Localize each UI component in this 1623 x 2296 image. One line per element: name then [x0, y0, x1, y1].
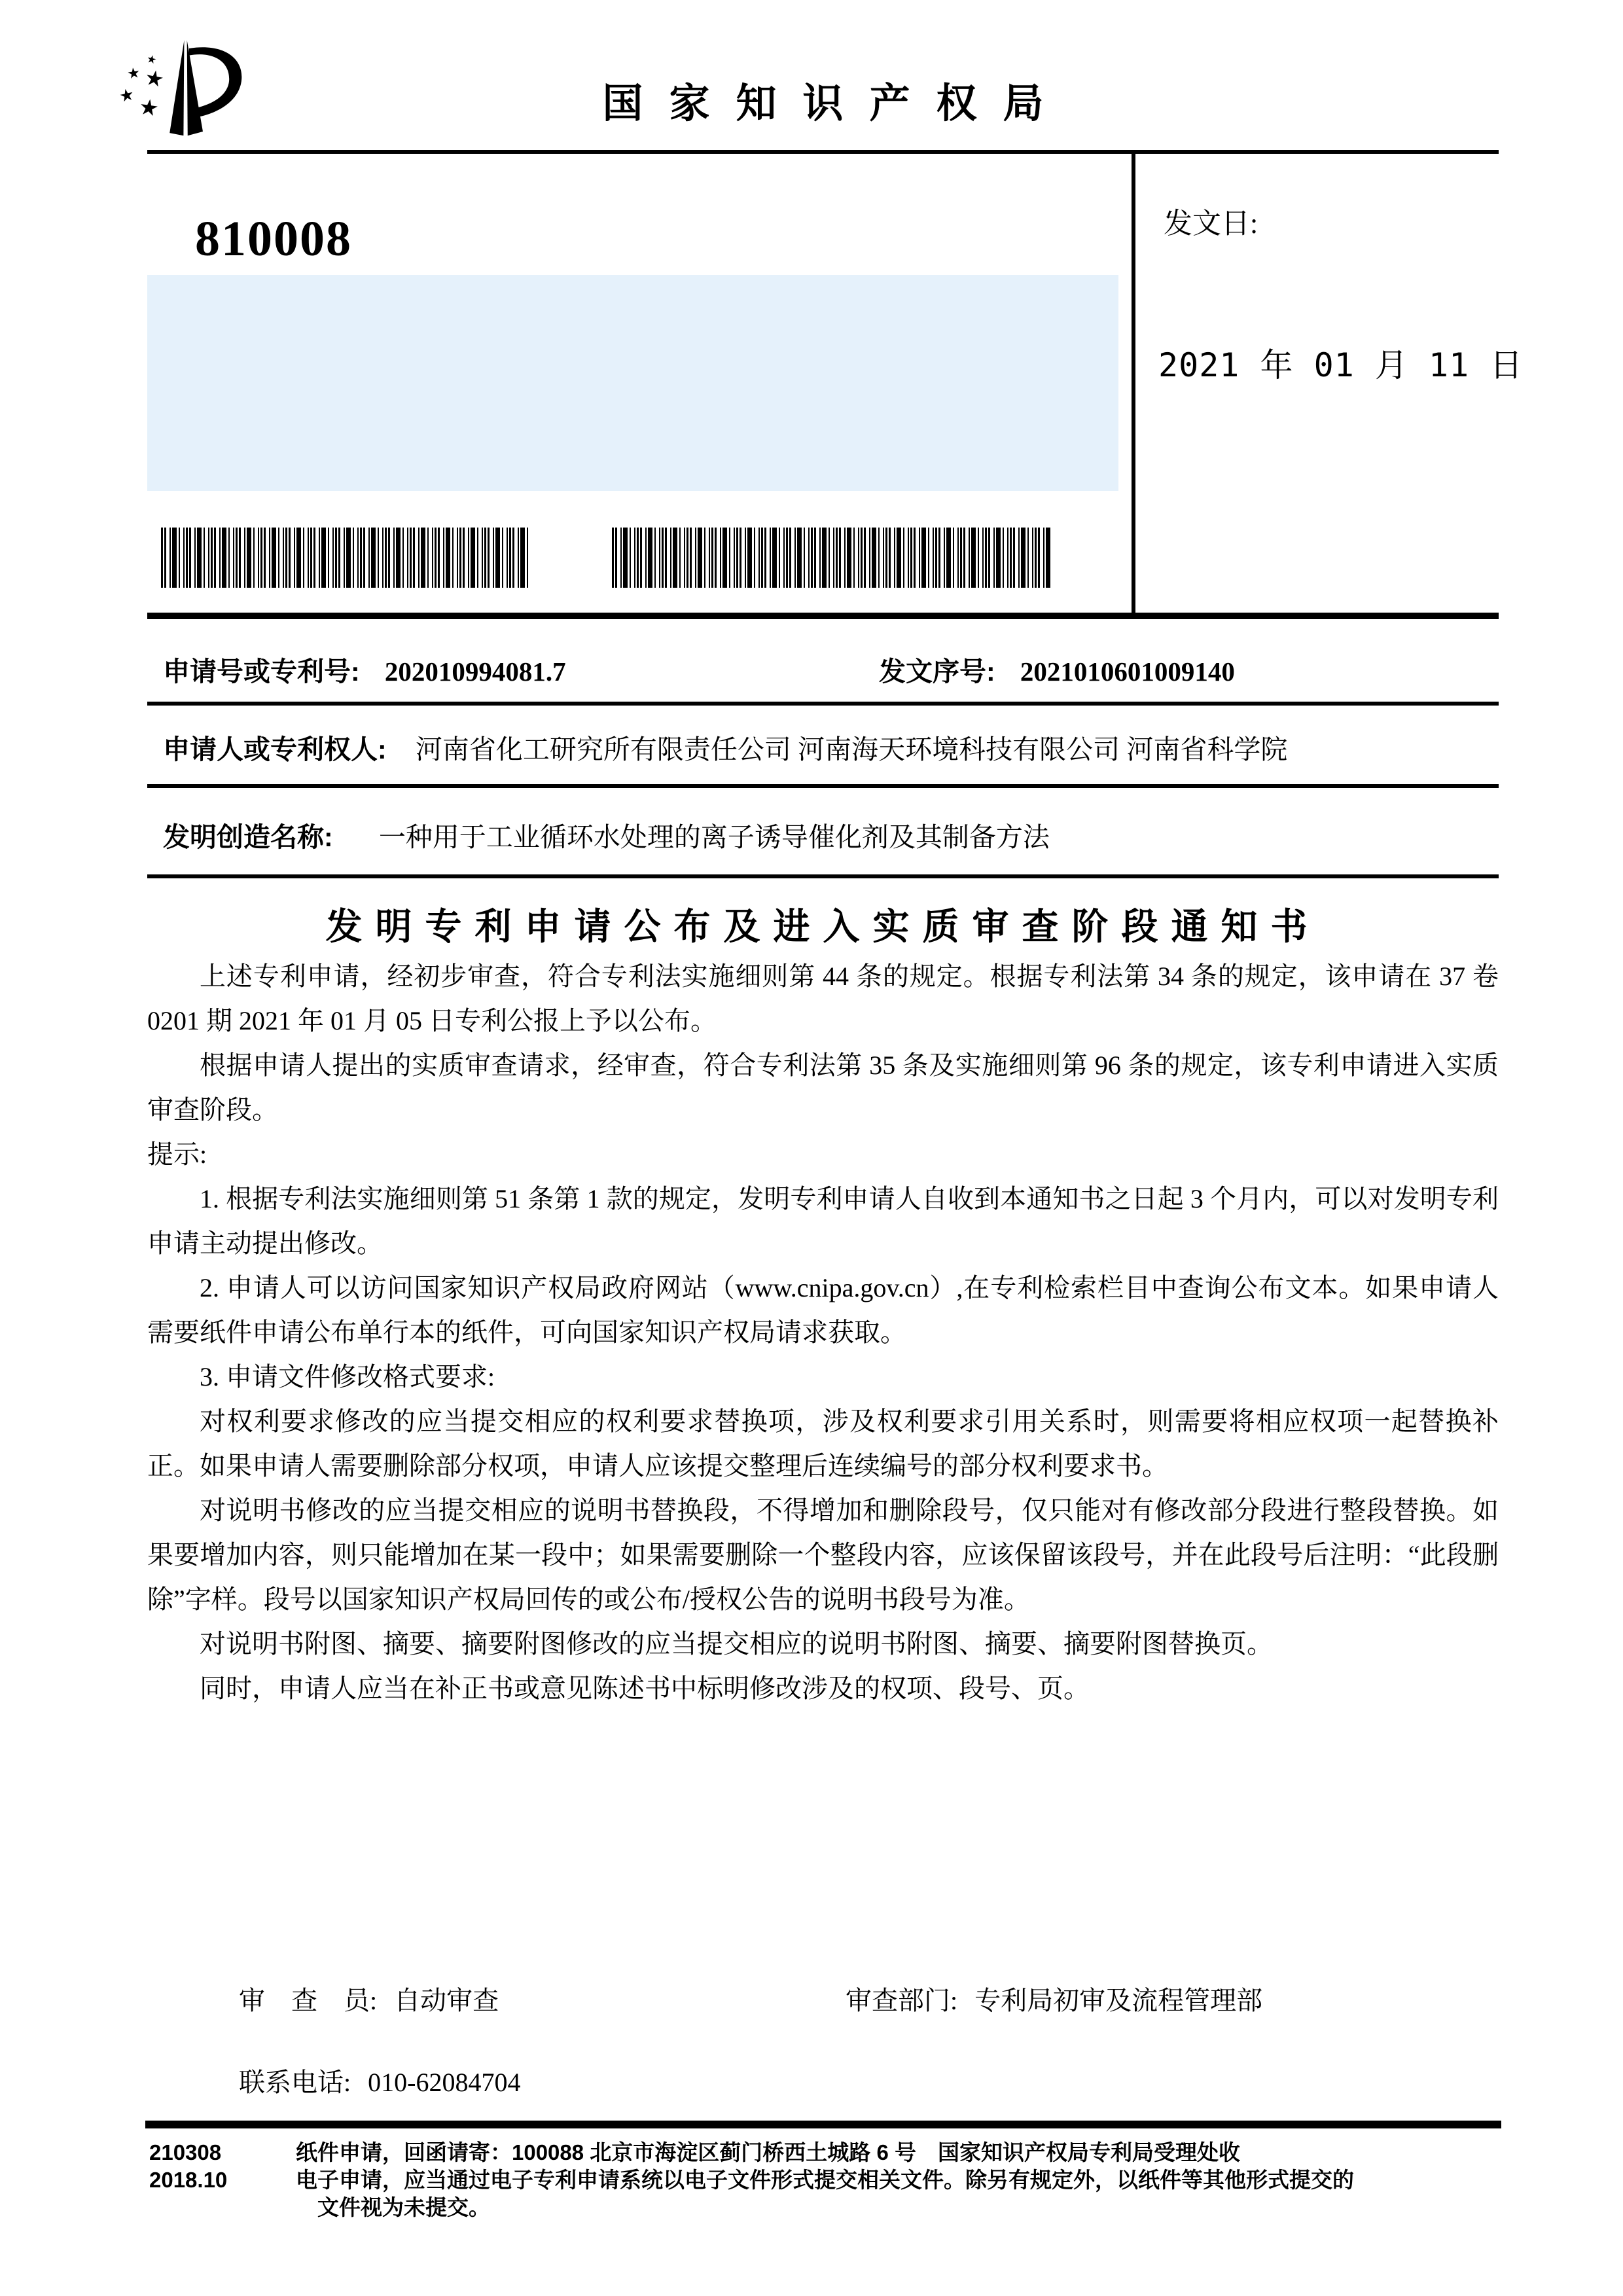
footer-line: 电子申请，应当通过电子专利申请系统以电子文件形式提交相关文件。除另有规定外，以纸件等其他形式提交的: [296, 2168, 1354, 2192]
tips-item: 3. 申请文件修改格式要求:: [200, 1362, 495, 1391]
serial-no-value: 2021010601009140: [1020, 656, 1235, 687]
application-no-value: 202010994081.7: [384, 656, 566, 687]
applicant-row: [163, 728, 1287, 766]
footer-line: 纸件申请，回函请寄：100088 北京市海淀区蓟门桥西土城路 6 号 国家知识产权局专利局受理处收: [296, 2140, 1240, 2164]
footer-form-code: 210308: [149, 2140, 222, 2164]
agency-title: 国家知识产权局: [602, 81, 1070, 126]
tips-label: 提示:: [147, 1139, 207, 1169]
serial-no-label: 发文序号:: [879, 656, 995, 687]
tips-item: 1. 根据专利法实施细则第 51 条第 1 款的规定，发明专利申请人自收到本通知书之日起 3 个月内，可以对发明专利申请主动提出修改。: [147, 1184, 1499, 1258]
footer-bar: [145, 2121, 1501, 2128]
applicant-value: 河南省化工研究所有限责任公司 河南海天环境科技有限公司 河南省科学院: [415, 734, 1288, 764]
department-label: 审查部门:: [846, 1986, 958, 2015]
tips-item: 同时，申请人应当在补正书或意见陈述书中标明修改涉及的权项、段号、页。: [200, 1674, 1090, 1703]
notice-title: 发明专利申请公布及进入实质审查阶段通知书: [325, 906, 1321, 947]
separator-row2: [147, 784, 1499, 788]
doc-code: 810008: [195, 211, 352, 266]
separator-row3: [147, 874, 1499, 878]
invention-row: [163, 816, 1050, 854]
examiner-value: 自动审查: [394, 1986, 499, 2015]
barcode-serial: [612, 528, 1052, 588]
invention-label: 发明创造名称:: [163, 822, 333, 852]
application-no-row: [163, 650, 566, 689]
barcode-application: [161, 528, 530, 588]
issue-date: 2021 年 01 月 11 日: [1158, 346, 1524, 384]
separator-row1: [147, 702, 1499, 706]
tips-item: 对说明书修改的应当提交相应的说明书替换段，不得增加和删除段号，仅只能对有修改部分段进行整段替换。如果要增加内容，则只能增加在某一段中；如果需要删除一个整段内容，应该保留该段号，并在此段号后注明：“此段删除”字样。段号以国家知识产权局回传的或公布/授权公告的说明书段号为准。: [147, 1496, 1499, 1614]
examiner-row: [239, 1980, 499, 2017]
application-no-label: 申请号或专利号:: [163, 656, 360, 687]
footer-form-date: 2018.10: [149, 2168, 228, 2192]
tips-item: 对说明书附图、摘要、摘要附图修改的应当提交相应的说明书附图、摘要、摘要附图替换页。: [200, 1629, 1273, 1659]
tips-item: 对权利要求修改的应当提交相应的权利要求替换项，涉及权利要求引用关系时，则需要将相应权项一起替换补正。如果申请人需要删除部分权项，申请人应该提交整理后连续编号的部分权利要求书。: [147, 1407, 1499, 1480]
phone-row: [239, 2062, 520, 2099]
header-rule: [147, 150, 1499, 154]
applicant-label: 申请人或专利权人:: [163, 734, 387, 764]
highlight-box: [147, 275, 1118, 491]
notice-paragraph: 上述专利申请，经初步审查，符合专利法实施细则第 44 条的规定。根据专利法第 34 条的规定，该申请在 37 卷 0201 期 2021 年 01 月 05 日专利公报上予以公布。: [147, 961, 1499, 1035]
examiner-label: 审 查 员:: [239, 1986, 378, 2015]
department-row: [846, 1980, 1262, 2017]
header-column-divider: [1132, 154, 1135, 617]
notice-paragraph: 根据申请人提出的实质审查请求，经审查，符合专利法第 35 条及实施细则第 96 条的规定，该专利申请进入实质审查阶段。: [147, 1050, 1499, 1124]
issue-date-label: 发文日:: [1164, 207, 1258, 240]
footer-line: 文件视为未提交。: [317, 2195, 490, 2219]
notice-body: [147, 954, 1499, 1711]
phone-label: 联系电话:: [239, 2068, 351, 2097]
tips-item: 2. 申请人可以访问国家知识产权局政府网站（www.cnipa.gov.cn）,在专利检索栏目中查询公布文本。如果申请人需要纸件申请公布单行本的纸件，可向国家知识产权局请求获取。: [147, 1273, 1499, 1347]
phone-value: 010-62084704: [368, 2068, 521, 2097]
footer-notes: [296, 2139, 1503, 2221]
footer-codes: [149, 2139, 227, 2194]
invention-value: 一种用于工业循环水处理的离子诱导催化剂及其制备方法: [378, 822, 1050, 852]
separator-thick: [147, 613, 1499, 619]
department-value: 专利局初审及流程管理部: [974, 1986, 1263, 2015]
serial-no-row: [879, 650, 1235, 689]
